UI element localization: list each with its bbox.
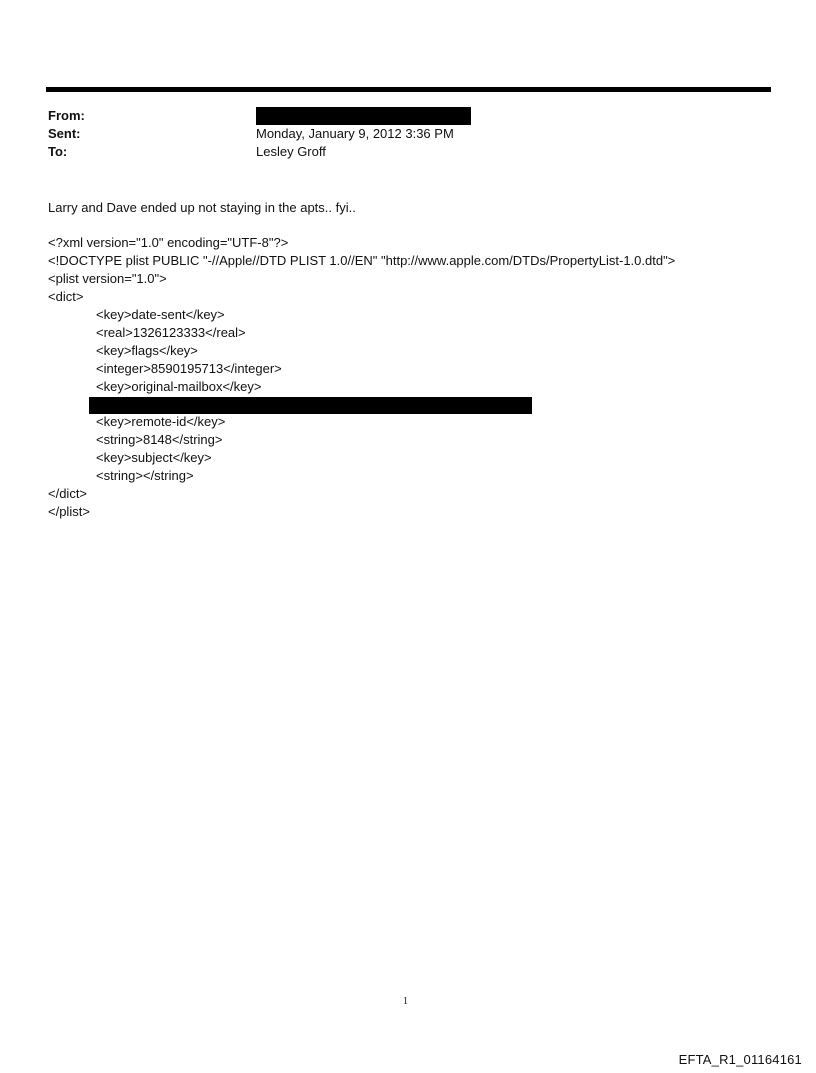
- from-label: From:: [48, 108, 85, 123]
- message-text: Larry and Dave ended up not staying in the apts.. fyi..: [48, 200, 356, 215]
- bates-number: EFTA_R1_01164161: [678, 1052, 802, 1067]
- redaction-mailbox: [89, 397, 532, 414]
- dict-line: <key>subject</key>: [96, 450, 212, 465]
- dict-line: <key>original-mailbox</key>: [96, 379, 262, 394]
- dict-line: <key>date-sent</key>: [96, 307, 225, 322]
- sent-label: Sent:: [48, 126, 81, 141]
- dict-line: <string></string>: [96, 468, 194, 483]
- dict-line: <key>flags</key>: [96, 343, 198, 358]
- closing-line: </plist>: [48, 504, 90, 519]
- redaction-from: [256, 107, 471, 125]
- header-rule: [46, 87, 771, 92]
- xml-line: <!DOCTYPE plist PUBLIC "-//Apple//DTD PLIST 1.0//EN" "http://www.apple.com/DTDs/PropertyList-1.0.dtd">: [48, 253, 676, 268]
- dict-line: <string>8148</string>: [96, 432, 223, 447]
- xml-line: <?xml version="1.0" encoding="UTF-8"?>: [48, 235, 289, 250]
- to-label: To:: [48, 144, 68, 159]
- xml-line: <plist version="1.0">: [48, 271, 167, 286]
- sent-value: Monday, January 9, 2012 3:36 PM: [256, 126, 454, 141]
- to-value: Lesley Groff: [256, 144, 326, 159]
- xml-line: <dict>: [48, 289, 84, 304]
- closing-line: </dict>: [48, 486, 88, 501]
- dict-line: <key>remote-id</key>: [96, 414, 226, 429]
- dict-line: <real>1326123333</real>: [96, 325, 246, 340]
- page-number: 1: [403, 996, 408, 1007]
- dict-line: <integer>8590195713</integer>: [96, 361, 282, 376]
